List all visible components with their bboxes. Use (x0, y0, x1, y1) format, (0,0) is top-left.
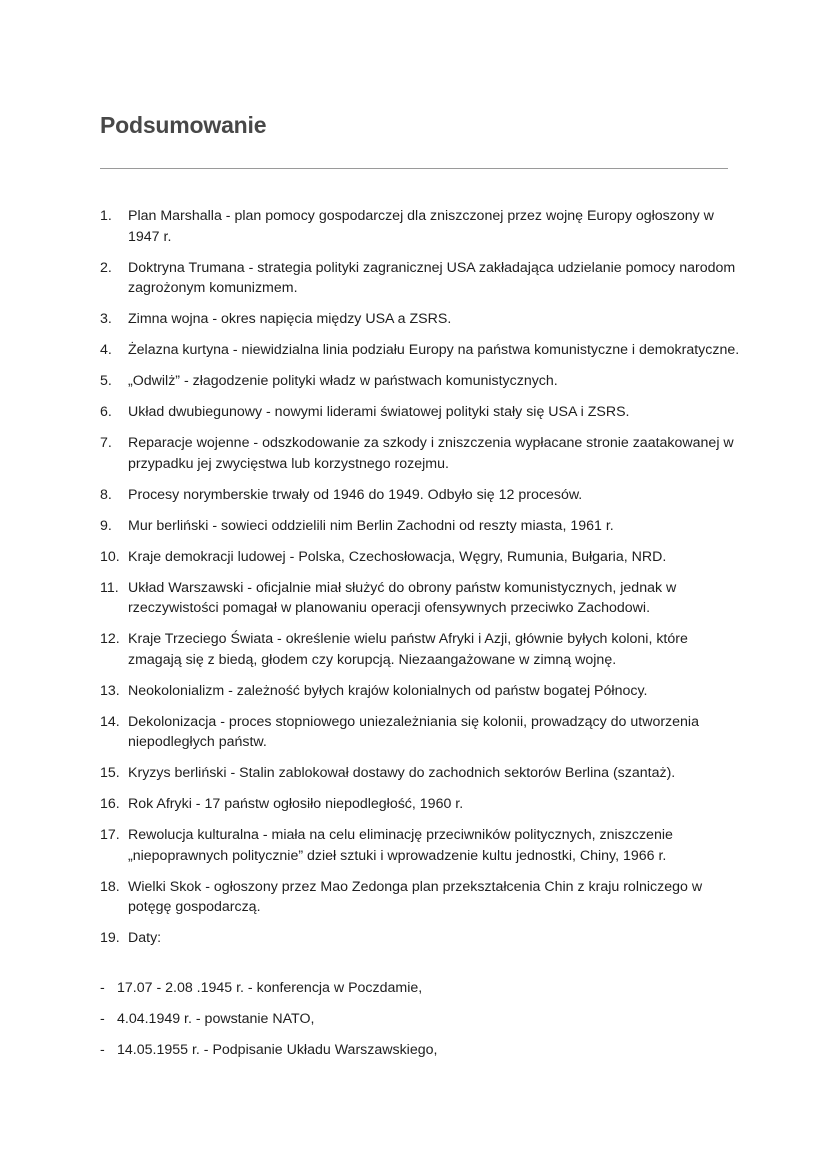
item-number: 19. (100, 930, 120, 946)
item-number: 18. (100, 878, 120, 895)
item-text: Żelazna kurtyna - niewidzialna linia podziału Europy na państwa komunistyczne i demokratyczne. (128, 342, 740, 358)
date-text: 17.07 - 2.08 .1945 r. - konferencja w Poczdamie, (117, 980, 423, 996)
list-item (100, 825, 740, 866)
item-number: 14. (100, 713, 120, 730)
date-item (100, 978, 437, 999)
item-number: 4. (100, 342, 112, 358)
date-text: 4.04.1949 r. - powstanie NATO, (117, 1011, 315, 1027)
item-text: Mur berliński - sowieci oddzielili nim Berlin Zachodni od reszty miasta, 1961 r. (128, 517, 614, 534)
list-item (100, 402, 740, 423)
item-number: 6. (100, 404, 112, 420)
list-item (100, 206, 740, 247)
list-item (100, 309, 740, 330)
item-text: Kryzys berliński - Stalin zablokował dostawy do zachodnich sektorów Berlina (szantaż). (128, 765, 676, 781)
date-item (100, 1040, 437, 1061)
summary-list (100, 206, 740, 959)
list-item (100, 547, 740, 568)
item-text: Plan Marshalla - plan pomocy gospodarczej dla zniszczonej przez wojnę Europy ogłoszony w 1947 r. (128, 208, 714, 245)
item-number: 5. (100, 373, 112, 389)
item-number: 17. (100, 827, 120, 843)
list-item (100, 578, 740, 619)
item-text: Zimna wojna - okres napięcia między USA a ZSRS. (128, 311, 452, 327)
item-number: 11. (100, 579, 119, 596)
list-item (100, 763, 740, 784)
item-text: Neokolonializm - zależność byłych krajów kolonialnych od państw bogatej Północy. (128, 682, 648, 699)
list-item (100, 794, 740, 815)
list-item (100, 516, 740, 537)
dash-bullet: - (100, 1042, 105, 1058)
item-number: 3. (100, 311, 112, 327)
item-number: 12. (100, 631, 120, 647)
list-item (100, 371, 740, 392)
list-item (100, 877, 740, 918)
list-item (100, 681, 740, 702)
item-text: Kraje demokracji ludowej - Polska, Czechosłowacja, Węgry, Rumunia, Bułgaria, NRD. (128, 548, 667, 565)
item-number: 16. (100, 796, 120, 812)
dates-list (100, 978, 437, 1071)
item-text: Rewolucja kulturalna - miała na celu eliminację przeciwników politycznych, zniszczenie „niepoprawnych politycznie” dzieł sztuki i wprowadzenie kultu jednostki, Chiny, 1966 r. (128, 827, 673, 864)
item-number: 1. (100, 208, 112, 224)
item-text: „Odwilż” - złagodzenie polityki władz w państwach komunistycznych. (128, 373, 558, 389)
item-number: 10. (100, 548, 120, 565)
list-item (100, 433, 740, 474)
item-number: 13. (100, 682, 120, 699)
item-text: Rok Afryki - 17 państw ogłosiło niepodległość, 1960 r. (128, 796, 464, 812)
item-text: Kraje Trzeciego Świata - określenie wielu państw Afryki i Azji, głównie byłych koloni, które zmagają się z biedą, głodem czy korupcją. Niezaangażowane w zimną wojnę. (128, 631, 688, 668)
item-text: Wielki Skok - ogłoszony przez Mao Zedonga plan przekształcenia Chin z kraju rolniczego w potęgę gospodarczą. (128, 878, 703, 915)
item-number: 15. (100, 765, 120, 781)
item-text: Dekolonizacja - proces stopniowego uniezależniania się kolonii, prowadzący do utworzenia niepodległych państw. (128, 713, 699, 750)
title-divider (100, 168, 728, 169)
page-title: Podsumowanie (100, 112, 267, 138)
list-item (100, 712, 740, 753)
item-number: 7. (100, 435, 112, 451)
list-item (100, 629, 740, 670)
item-text: Doktryna Trumana - strategia polityki zagranicznej USA zakładająca udzielanie pomocy narodom zagrożonym komunizmem. (128, 259, 736, 296)
dash-bullet: - (100, 980, 105, 996)
list-item (100, 485, 740, 506)
dash-bullet: - (100, 1011, 105, 1027)
list-item (100, 258, 740, 299)
item-number: 9. (100, 517, 112, 534)
date-text: 14.05.1955 r. - Podpisanie Układu Warszawskiego, (117, 1042, 438, 1058)
item-text: Układ Warszawski - oficjalnie miał służyć do obrony państw komunistycznych, jednak w rzeczywistości pomagał w planowaniu operacji ofensywnych przeciwko Zachodowi. (128, 579, 677, 616)
list-item (100, 340, 740, 361)
list-item (100, 928, 740, 949)
item-text: Procesy norymberskie trwały od 1946 do 1949. Odbyło się 12 procesów. (128, 486, 583, 503)
item-number: 8. (100, 486, 112, 503)
date-item (100, 1009, 437, 1030)
item-text: Układ dwubiegunowy - nowymi liderami światowej polityki stały się USA i ZSRS. (128, 404, 630, 420)
item-text: Reparacje wojenne - odszkodowanie za szkody i zniszczenia wypłacane stronie zaatakowanej w przypadku jej zwycięstwa lub korzystnego rozejmu. (128, 435, 734, 472)
item-text: Daty: (128, 930, 162, 946)
item-number: 2. (100, 259, 112, 276)
